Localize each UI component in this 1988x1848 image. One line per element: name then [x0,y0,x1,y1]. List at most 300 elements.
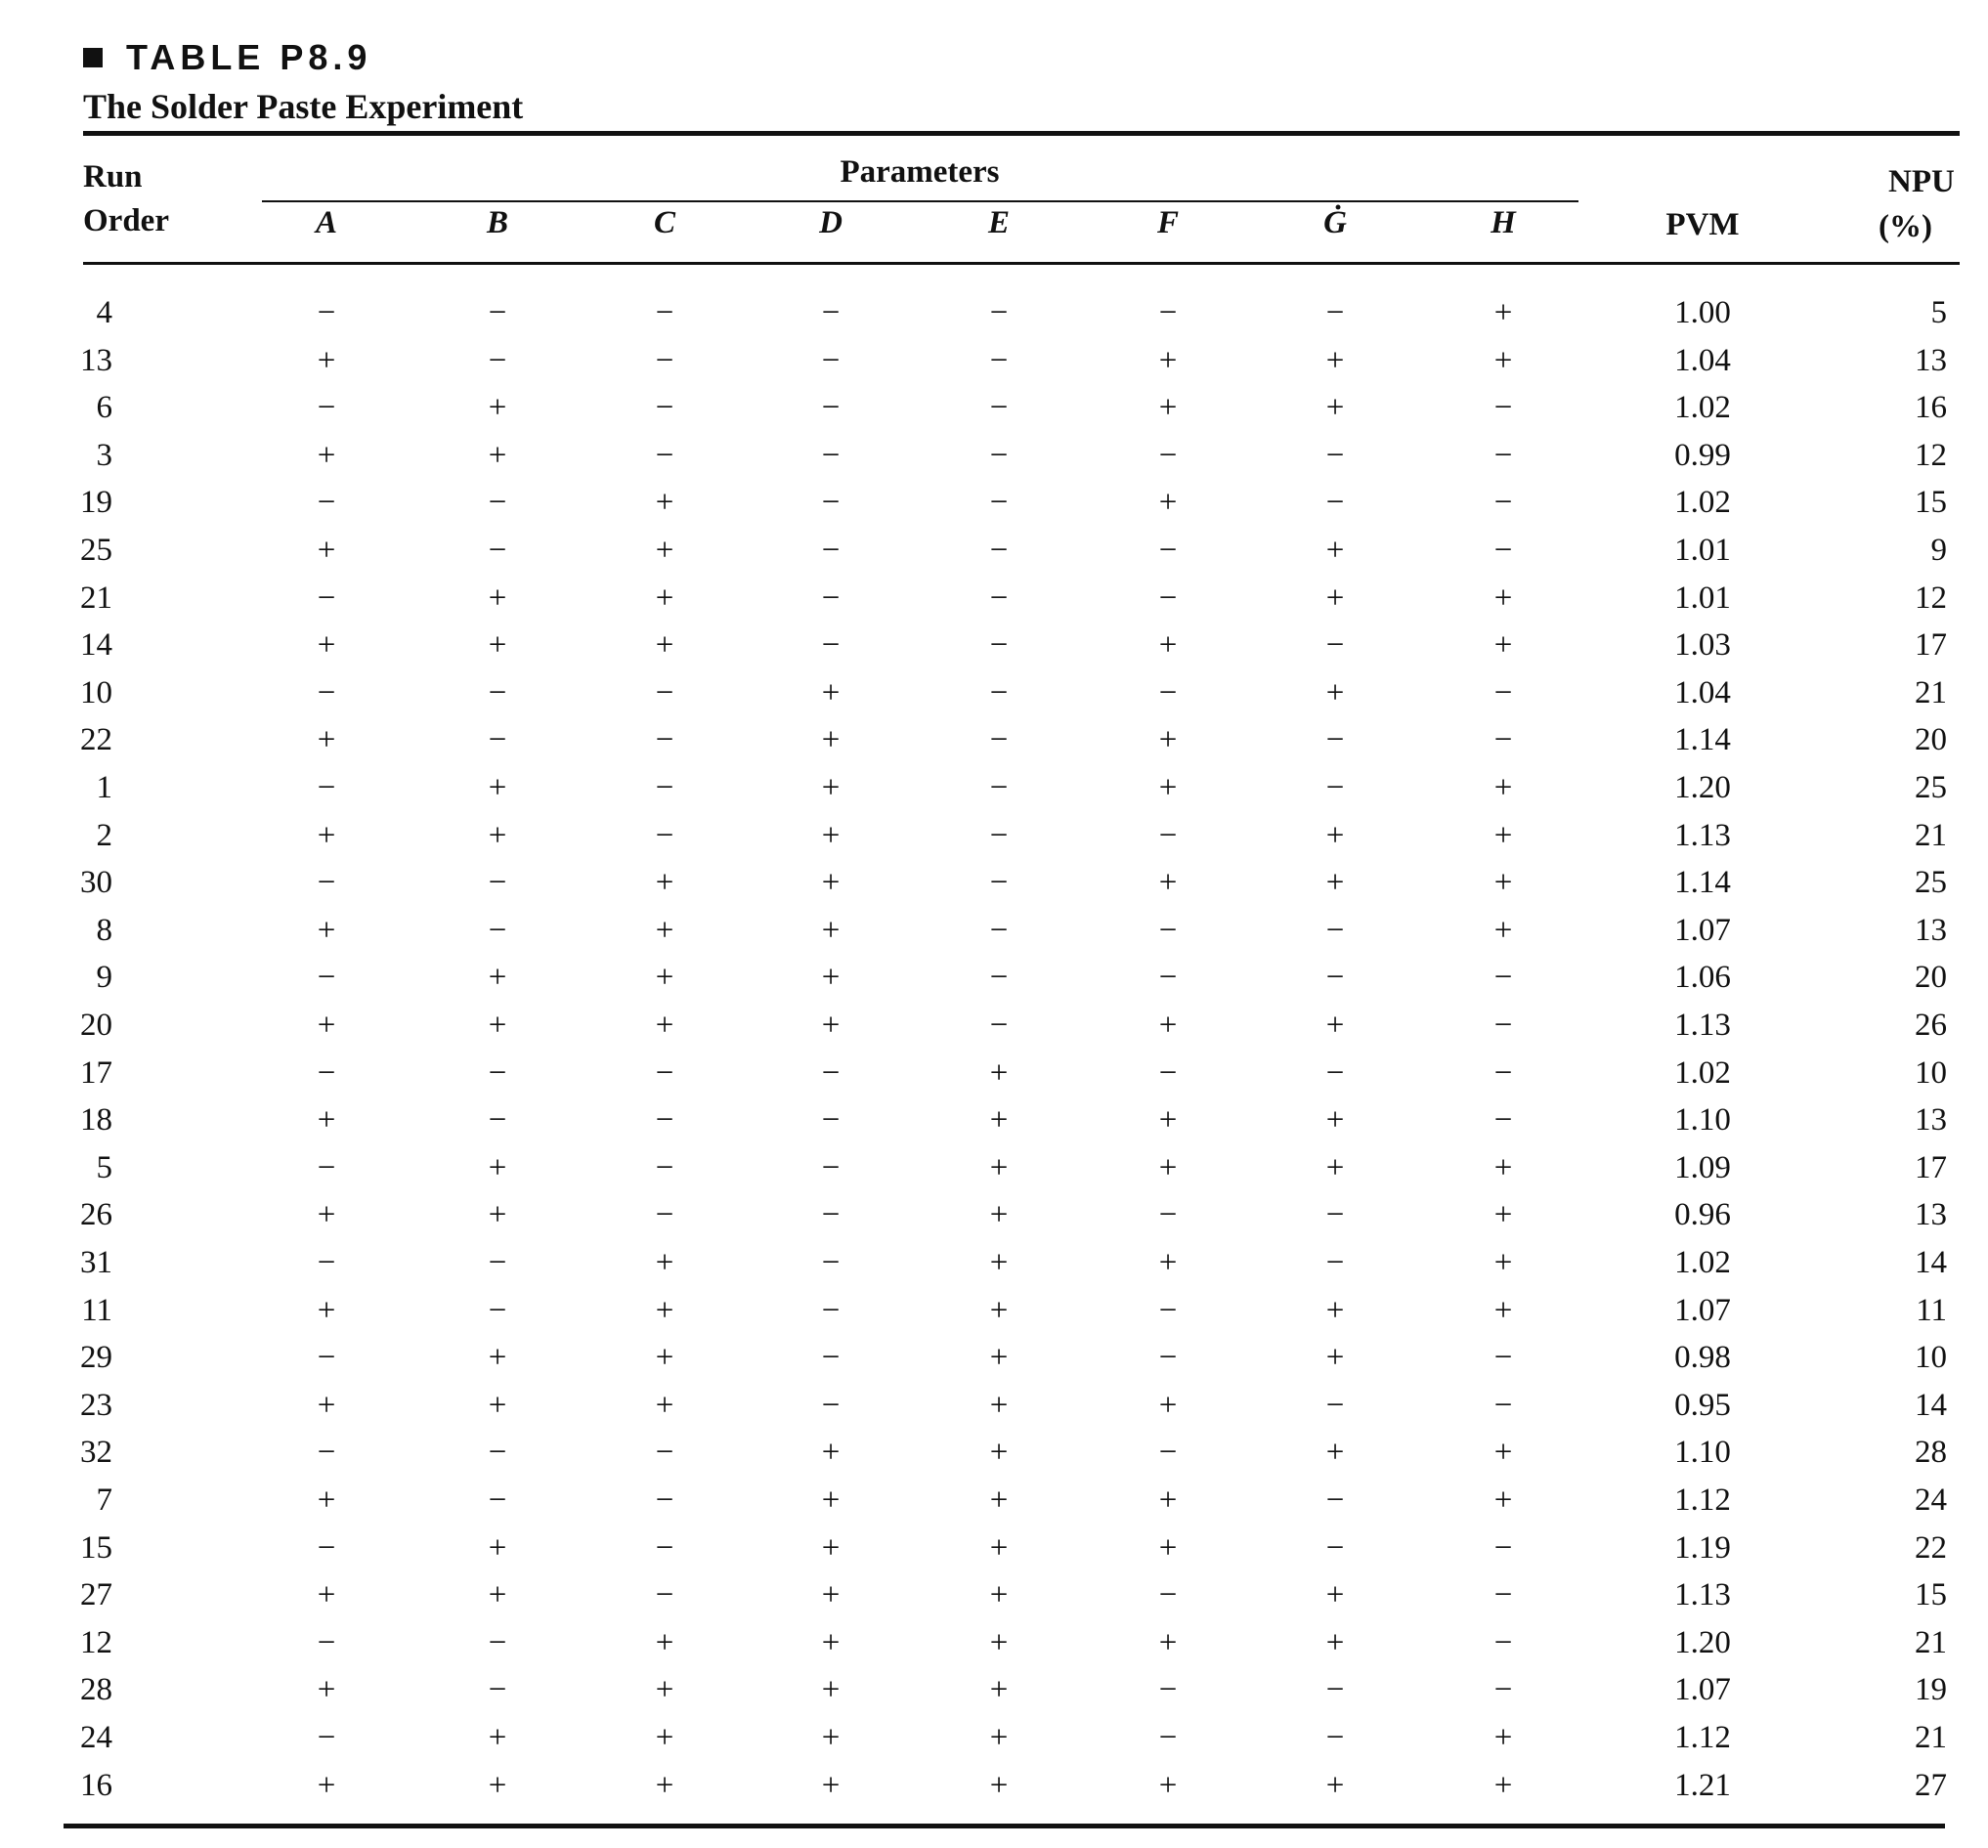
param-f-cell: + [1158,390,1178,426]
param-d-cell: + [821,1435,841,1471]
param-f-cell: − [1158,437,1178,473]
npu-cell: 13 [1915,1102,1947,1139]
param-b-cell: + [488,1387,507,1423]
run-order-cell: 29 [80,1340,112,1376]
param-c-cell: − [655,722,674,758]
param-b-cell: + [488,1529,507,1566]
param-a-cell: + [317,627,336,664]
table-caption: The Solder Paste Experiment [83,87,524,126]
param-f-cell: + [1158,1245,1178,1280]
param-b-cell: − [488,1292,507,1328]
param-c-cell: − [655,817,674,853]
param-d-cell: + [821,722,841,758]
param-c-cell: − [655,770,674,805]
param-a-cell: − [317,1340,336,1376]
table-label-text: TABLE P8.9 [126,37,372,77]
param-e-cell: + [989,1435,1009,1471]
param-h-cell: + [1493,770,1513,805]
param-d-cell: + [821,865,841,901]
param-f-cell: + [1158,1149,1178,1185]
npu-cell: 26 [1915,1008,1947,1043]
header-param-a: A [315,205,338,240]
param-d-cell: − [821,390,841,426]
param-g-cell: − [1325,1387,1345,1423]
param-e-cell: − [989,817,1009,853]
run-order-cell: 26 [80,1197,112,1233]
pvm-cell: 1.09 [1674,1149,1731,1185]
param-f-cell: + [1158,1624,1178,1660]
pvm-cell: 1.03 [1674,627,1731,664]
param-c-cell: − [655,1529,674,1566]
param-h-cell: − [1493,960,1513,996]
param-d-cell: − [821,1054,841,1091]
param-e-cell: − [989,912,1009,948]
param-d-cell: − [821,1149,841,1185]
param-e-cell: + [989,1529,1009,1566]
param-h-cell: − [1493,1529,1513,1566]
run-order-cell: 3 [96,437,112,473]
param-c-cell: + [655,1767,674,1803]
param-g-cell: + [1325,1102,1345,1139]
npu-cell: 12 [1915,437,1947,473]
param-e-cell: + [989,1054,1009,1091]
param-e-cell: − [989,390,1009,426]
param-a-cell: + [317,1387,336,1423]
param-e-cell: + [989,1720,1009,1755]
table-label [83,37,371,78]
run-order-cell: 23 [80,1387,112,1423]
param-f-cell: + [1158,342,1178,378]
param-h-cell: − [1493,722,1513,758]
param-b-cell: + [488,1197,507,1233]
run-order-cell: 20 [80,1008,112,1043]
param-c-cell: + [655,1292,674,1328]
pvm-cell: 1.13 [1674,817,1731,853]
param-f-cell: + [1158,1102,1178,1139]
param-b-cell: − [488,674,507,710]
param-d-cell: + [821,1720,841,1755]
npu-cell: 14 [1915,1387,1947,1423]
param-g-cell: − [1325,1720,1345,1755]
param-e-cell: + [989,1197,1009,1233]
run-order-cell: 6 [96,390,112,426]
param-g-cell: + [1325,342,1345,378]
run-order-cell: 30 [80,865,112,901]
param-g-cell: − [1325,485,1345,521]
param-h-cell: − [1493,1340,1513,1376]
param-d-cell: − [821,295,841,330]
pvm-cell: 0.96 [1674,1197,1731,1233]
param-b-cell: + [488,1577,507,1613]
param-a-cell: − [317,1435,336,1471]
param-g-cell: − [1325,295,1345,330]
param-e-cell: − [989,865,1009,901]
param-d-cell: + [821,1672,841,1708]
param-g-cell: − [1325,722,1345,758]
npu-cell: 15 [1915,485,1947,521]
param-f-cell: − [1158,1720,1178,1755]
npu-cell: 22 [1915,1529,1947,1566]
param-f-cell: − [1158,912,1178,948]
npu-cell: 13 [1915,912,1947,948]
pvm-cell: 1.12 [1674,1720,1731,1755]
run-order-cell: 5 [96,1149,112,1185]
param-b-cell: − [488,295,507,330]
param-b-cell: − [488,533,507,568]
npu-cell: 25 [1915,770,1947,805]
param-c-cell: − [655,674,674,710]
pvm-cell: 0.98 [1674,1340,1731,1376]
param-b-cell: + [488,1767,507,1803]
param-a-cell: + [317,1577,336,1613]
param-b-cell: − [488,1054,507,1091]
param-c-cell: − [655,1102,674,1139]
param-c-cell: + [655,1387,674,1423]
npu-cell: 27 [1915,1767,1947,1803]
param-b-cell: − [488,342,507,378]
run-order-cell: 15 [80,1529,112,1566]
param-a-cell: − [317,1054,336,1091]
param-a-cell: + [317,533,336,568]
npu-cell: 16 [1915,390,1947,426]
npu-cell: 10 [1915,1340,1947,1376]
top-rule [83,131,1960,136]
param-h-cell: − [1493,437,1513,473]
param-e-cell: − [989,485,1009,521]
npu-cell: 19 [1915,1672,1947,1708]
param-f-cell: + [1158,1483,1178,1518]
param-a-cell: + [317,1008,336,1043]
param-f-cell: − [1158,817,1178,853]
param-g-cell: − [1325,1529,1345,1566]
pvm-cell: 1.13 [1674,1577,1731,1613]
run-order-cell: 16 [80,1767,112,1803]
param-h-cell: + [1493,627,1513,664]
param-e-cell: + [989,1624,1009,1660]
param-c-cell: + [655,627,674,664]
param-b-cell: − [488,1102,507,1139]
square-bullet-icon [83,48,103,67]
param-g-cell: + [1325,580,1345,616]
param-a-cell: + [317,1292,336,1328]
run-order-cell: 32 [80,1435,112,1471]
npu-cell: 10 [1915,1054,1947,1091]
param-c-cell: − [655,342,674,378]
param-c-cell: + [655,1340,674,1376]
pvm-cell: 1.01 [1674,533,1731,568]
param-f-cell: + [1158,1387,1178,1423]
param-h-cell: − [1493,390,1513,426]
param-d-cell: − [821,1292,841,1328]
param-h-cell: + [1493,1292,1513,1328]
param-d-cell: + [821,1529,841,1566]
param-g-cell: + [1325,1340,1345,1376]
run-order-cell: 22 [80,722,112,758]
pvm-cell: 0.95 [1674,1387,1731,1423]
param-a-cell: − [317,1529,336,1566]
npu-cell: 13 [1915,1197,1947,1233]
param-h-cell: − [1493,1008,1513,1043]
pvm-cell: 1.19 [1674,1529,1731,1566]
param-d-cell: + [821,960,841,996]
npu-cell: 15 [1915,1577,1947,1613]
param-c-cell: + [655,1245,674,1280]
param-f-cell: − [1158,1672,1178,1708]
param-a-cell: + [317,1767,336,1803]
param-h-cell: − [1493,674,1513,710]
param-d-cell: − [821,627,841,664]
run-order-cell: 28 [80,1672,112,1708]
param-h-cell: + [1493,1483,1513,1518]
param-a-cell: − [317,485,336,521]
param-c-cell: + [655,485,674,521]
header-rule [83,262,1960,265]
header-run: Run [83,159,143,194]
param-f-cell: − [1158,580,1178,616]
param-g-cell: + [1325,1149,1345,1185]
param-g-cell: + [1325,1292,1345,1328]
param-g-cell: − [1325,627,1345,664]
param-f-cell: − [1158,1292,1178,1328]
run-order-cell: 2 [96,817,112,853]
param-h-cell: + [1493,1149,1513,1185]
param-f-cell: − [1158,960,1178,996]
param-e-cell: + [989,1672,1009,1708]
pvm-cell: 1.12 [1674,1483,1731,1518]
param-f-cell: − [1158,1577,1178,1613]
param-e-cell: + [989,1102,1009,1139]
pvm-cell: 1.02 [1674,485,1731,521]
param-d-cell: + [821,1624,841,1660]
npu-cell: 21 [1915,1720,1947,1755]
param-b-cell: − [488,722,507,758]
param-d-cell: − [821,437,841,473]
param-g-cell: − [1325,960,1345,996]
npu-cell: 21 [1915,817,1947,853]
pvm-cell: 1.20 [1674,770,1731,805]
param-f-cell: − [1158,533,1178,568]
param-f-cell: + [1158,1008,1178,1043]
param-e-cell: + [989,1767,1009,1803]
param-c-cell: − [655,1435,674,1471]
param-a-cell: − [317,1149,336,1185]
param-b-cell: − [488,1245,507,1280]
param-c-cell: + [655,912,674,948]
pvm-cell: 1.02 [1674,1054,1731,1091]
param-d-cell: + [821,912,841,948]
param-e-cell: + [989,1483,1009,1518]
pvm-cell: 1.02 [1674,1245,1731,1280]
npu-cell: 21 [1915,674,1947,710]
param-a-cell: + [317,1483,336,1518]
param-e-cell: − [989,295,1009,330]
npu-cell: 25 [1915,865,1947,901]
param-b-cell: + [488,390,507,426]
param-c-cell: − [655,1054,674,1091]
run-order-cell: 21 [80,580,112,616]
param-h-cell: + [1493,912,1513,948]
npu-cell: 5 [1930,295,1947,330]
run-order-cell: 4 [96,295,112,330]
param-h-cell: − [1493,533,1513,568]
param-e-cell: − [989,722,1009,758]
header-param-g: Ġ [1323,205,1347,240]
header-param-b: B [486,205,509,240]
param-a-cell: − [317,960,336,996]
param-e-cell: − [989,1008,1009,1043]
param-a-cell: + [317,1102,336,1139]
param-h-cell: − [1493,1387,1513,1423]
param-e-cell: − [989,627,1009,664]
param-g-cell: + [1325,1577,1345,1613]
run-order-cell: 24 [80,1720,112,1755]
param-e-cell: + [989,1292,1009,1328]
param-a-cell: − [317,580,336,616]
param-g-cell: + [1325,1435,1345,1471]
param-h-cell: − [1493,1577,1513,1613]
param-b-cell: + [488,817,507,853]
param-c-cell: − [655,1577,674,1613]
param-a-cell: + [317,722,336,758]
param-c-cell: + [655,533,674,568]
param-b-cell: − [488,485,507,521]
param-e-cell: − [989,770,1009,805]
param-f-cell: + [1158,722,1178,758]
param-e-cell: − [989,580,1009,616]
param-d-cell: − [821,485,841,521]
param-f-cell: − [1158,1054,1178,1091]
npu-cell: 28 [1915,1435,1947,1471]
param-f-cell: + [1158,485,1178,521]
param-c-cell: − [655,295,674,330]
param-f-cell: + [1158,865,1178,901]
npu-cell: 11 [1916,1292,1947,1328]
param-h-cell: + [1493,1435,1513,1471]
param-c-cell: + [655,1008,674,1043]
header-npu: NPU [1888,164,1955,199]
pvm-cell: 1.10 [1674,1435,1731,1471]
param-b-cell: + [488,960,507,996]
param-d-cell: + [821,674,841,710]
pvm-cell: 0.99 [1674,437,1731,473]
param-f-cell: − [1158,1197,1178,1233]
npu-cell: 14 [1915,1245,1947,1280]
param-d-cell: − [821,1197,841,1233]
param-e-cell: − [989,960,1009,996]
npu-cell: 21 [1915,1624,1947,1660]
param-a-cell: − [317,770,336,805]
pvm-cell: 1.07 [1674,912,1731,948]
run-order-cell: 31 [80,1245,112,1280]
run-order-cell: 1 [96,770,112,805]
param-a-cell: − [317,1624,336,1660]
param-a-cell: + [317,342,336,378]
param-a-cell: − [317,295,336,330]
param-g-cell: + [1325,674,1345,710]
param-b-cell: − [488,1435,507,1471]
pvm-cell: 1.13 [1674,1008,1731,1043]
param-g-cell: − [1325,912,1345,948]
header-param-f: F [1156,205,1180,240]
param-d-cell: + [821,1767,841,1803]
param-d-cell: + [821,817,841,853]
param-h-cell: + [1493,817,1513,853]
pvm-cell: 1.20 [1674,1624,1731,1660]
param-d-cell: − [821,1387,841,1423]
param-h-cell: + [1493,295,1513,330]
pvm-cell: 1.04 [1674,674,1731,710]
param-c-cell: − [655,437,674,473]
param-e-cell: + [989,1245,1009,1280]
param-g-cell: − [1325,1197,1345,1233]
param-e-cell: − [989,342,1009,378]
bottom-rule [64,1824,1945,1828]
pvm-cell: 1.14 [1674,865,1731,901]
pvm-cell: 1.04 [1674,342,1731,378]
param-a-cell: − [317,390,336,426]
param-b-cell: − [488,865,507,901]
param-b-cell: + [488,1720,507,1755]
npu-cell: 17 [1915,627,1947,664]
param-g-cell: − [1325,770,1345,805]
header-npu-unit: (%) [1879,209,1932,244]
run-order-cell: 9 [96,960,112,996]
header-pvm: PVM [1665,207,1740,242]
param-g-cell: − [1325,1483,1345,1518]
param-g-cell: + [1325,533,1345,568]
param-c-cell: − [655,390,674,426]
run-order-cell: 27 [80,1577,112,1613]
param-f-cell: + [1158,1529,1178,1566]
pvm-cell: 1.07 [1674,1672,1731,1708]
param-g-cell: + [1325,1008,1345,1043]
pvm-cell: 1.14 [1674,722,1731,758]
run-order-cell: 19 [80,485,112,521]
param-e-cell: + [989,1577,1009,1613]
npu-cell: 20 [1915,960,1947,996]
param-f-cell: + [1158,770,1178,805]
npu-cell: 9 [1930,533,1947,568]
param-b-cell: + [488,437,507,473]
param-g-cell: − [1325,1054,1345,1091]
pvm-cell: 1.01 [1674,580,1731,616]
header-order: Order [83,203,169,238]
npu-cell: 24 [1915,1483,1947,1518]
param-c-cell: − [655,1483,674,1518]
param-h-cell: − [1493,1672,1513,1708]
param-g-cell: + [1325,817,1345,853]
param-g-cell: − [1325,1672,1345,1708]
param-g-cell: − [1325,437,1345,473]
npu-cell: 20 [1915,722,1947,758]
param-c-cell: + [655,580,674,616]
param-f-cell: − [1158,1435,1178,1471]
pvm-cell: 1.10 [1674,1102,1731,1139]
run-order-cell: 25 [80,533,112,568]
param-d-cell: − [821,1340,841,1376]
run-order-cell: 10 [80,674,112,710]
param-h-cell: + [1493,1245,1513,1280]
param-b-cell: − [488,912,507,948]
param-e-cell: − [989,437,1009,473]
param-a-cell: + [317,437,336,473]
header-param-h: H [1491,205,1516,240]
param-b-cell: − [488,1483,507,1518]
pvm-cell: 1.06 [1674,960,1731,996]
param-d-cell: − [821,533,841,568]
param-a-cell: + [317,817,336,853]
run-order-cell: 8 [96,912,112,948]
